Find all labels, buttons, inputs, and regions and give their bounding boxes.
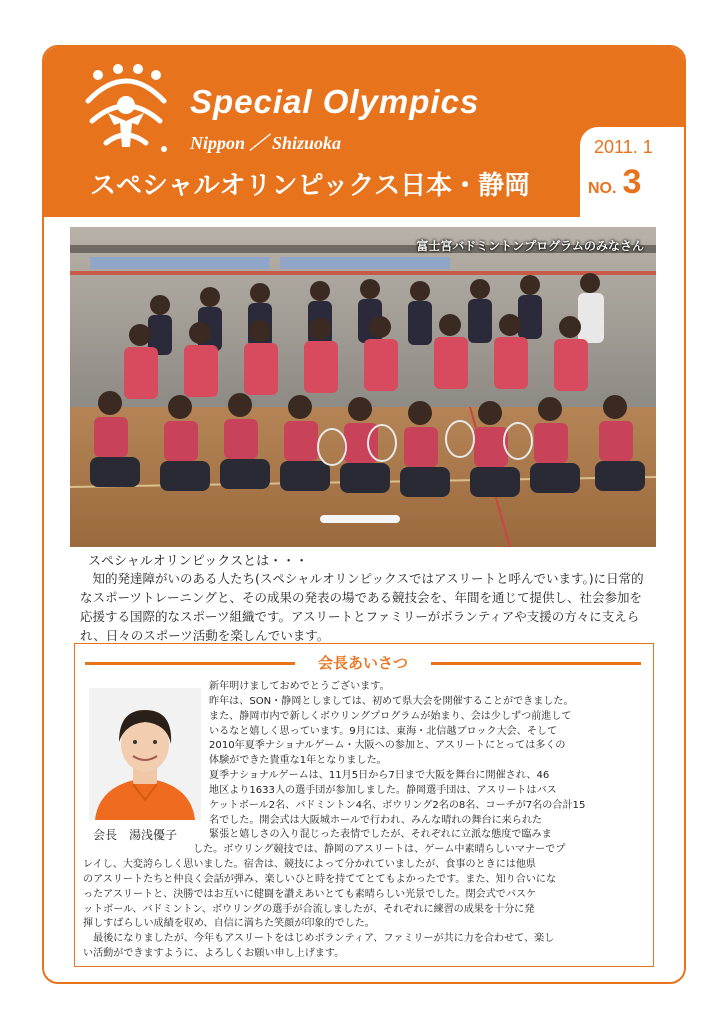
issue-date: 2011. 1	[594, 137, 653, 157]
group-photo-image	[70, 227, 656, 547]
issue-number: 3	[622, 163, 642, 201]
issue-label: NO.	[588, 180, 617, 197]
newsletter-frame	[42, 45, 686, 984]
photo-caption: 富士宮バドミントンプログラムのみなさん	[416, 239, 644, 253]
greeting-line: 昨年は、SON・静岡としましては、初めて県大会を開催することができました。	[209, 695, 574, 707]
subtitle: Nippon ／ Shizuoka	[190, 133, 342, 153]
greeting-line: 最後になりましたが、今年もアスリートをはじめボランティア、ファミリーが共に力を合わせて、楽し	[83, 933, 555, 945]
greeting-line: レイし、大変誇らしく思いました。宿舎は、競技によって分かれていましたが、食事のときには他県	[83, 859, 537, 871]
greeting-line: また、静岡市内で新しくボウリングプログラムが始まり、会は少しずつ前進して	[209, 710, 572, 722]
greeting-line: 地区より1633人の選手団が参加しました。静岡選手団は、アスリートはバス	[209, 784, 557, 796]
intro-title: スペシャルオリンピックスとは・・・	[88, 554, 309, 569]
greeting-title: 会長あいさつ	[317, 654, 408, 672]
greeting-line: 2010年夏季ナショナルゲーム・大阪への参加と、アスリートにとっては多くの	[209, 740, 566, 752]
header-banner	[44, 47, 684, 217]
group-photo	[70, 227, 656, 547]
issue-box	[580, 127, 684, 217]
greeting-box	[74, 643, 654, 967]
greeting-heading	[85, 652, 641, 674]
heading-rule-left	[85, 662, 295, 665]
greeting-line: ケットボール2名、バドミントン4名、ボウリング2名の8名、コーチが7名の合計15	[209, 799, 586, 811]
heading-rule-right	[431, 662, 641, 665]
greeting-line: ットボール、バドミントン、ボウリングの選手が合流しましたが、それぞれに練習の成果を十分に発	[83, 903, 535, 915]
greeting-line: 名でした。開会式は大阪城ホールで行われ、みんな晴れの舞台に来られた	[209, 814, 542, 826]
issue-number-block	[588, 163, 641, 202]
intro-text: 知的発達障がいのある人たち(スペシャルオリンピックスではアスリートと呼んでいます。)に日常的なスポーツトレーニングと、その成果の発表の場である競技会を、年間を通じて提供し、社会参加を応援する国際的なスポーツ組織です。アスリートとファミリーがボランティアや支援の方々に支えられ、日々のスポーツ活動を楽しんでいます。	[80, 571, 644, 643]
chairperson-portrait	[89, 688, 201, 820]
greeting-line: 夏季ナショナルゲームは、11月5日から7日まで大阪を舞台に開催され、46	[209, 770, 550, 782]
greeting-line: した。ボウリング競技では、静岡のアスリートは、ゲーム中素晴らしいマナーでプ	[193, 844, 566, 856]
greeting-line: のアスリートたちと仲良く会話が弾み、楽しいひと時を持ててとてもよかったです。また、知り合いにな	[83, 873, 557, 885]
greeting-line: いるなと嬉しく思っています。9月には、東海・北信越ブロック大会、そして	[209, 725, 558, 737]
shuttlecocks	[320, 515, 400, 523]
special-olympics-logo-icon	[78, 61, 174, 157]
greeting-line: い活動ができますように、よろしくお願い申し上げます。	[83, 948, 345, 960]
title-japanese: スペシャルオリンピックス日本・静岡	[90, 171, 531, 201]
greeting-line: 新年明けましておめでとうございます。	[209, 681, 390, 692]
greeting-line: 緊張と嬉しさの入り混じった表情でしたが、それぞれに立派な態度で臨みま	[209, 829, 552, 841]
title-english: Special Olympics	[190, 83, 480, 120]
greeting-line: ったアスリートと、決勝ではお互いに健闘を讃えあいとても素晴らしい光景でした。閉会式でバスケ	[83, 888, 537, 900]
greeting-line: 体験ができた貴重な1年となりました。	[209, 755, 387, 767]
greeting-line: 揮しすばらしい成績を収め、自信に満ちた笑顔が印象的でした。	[83, 918, 375, 930]
chairperson-photo	[89, 688, 201, 820]
portrait-caption: 会長 湯浅優子	[93, 828, 178, 842]
